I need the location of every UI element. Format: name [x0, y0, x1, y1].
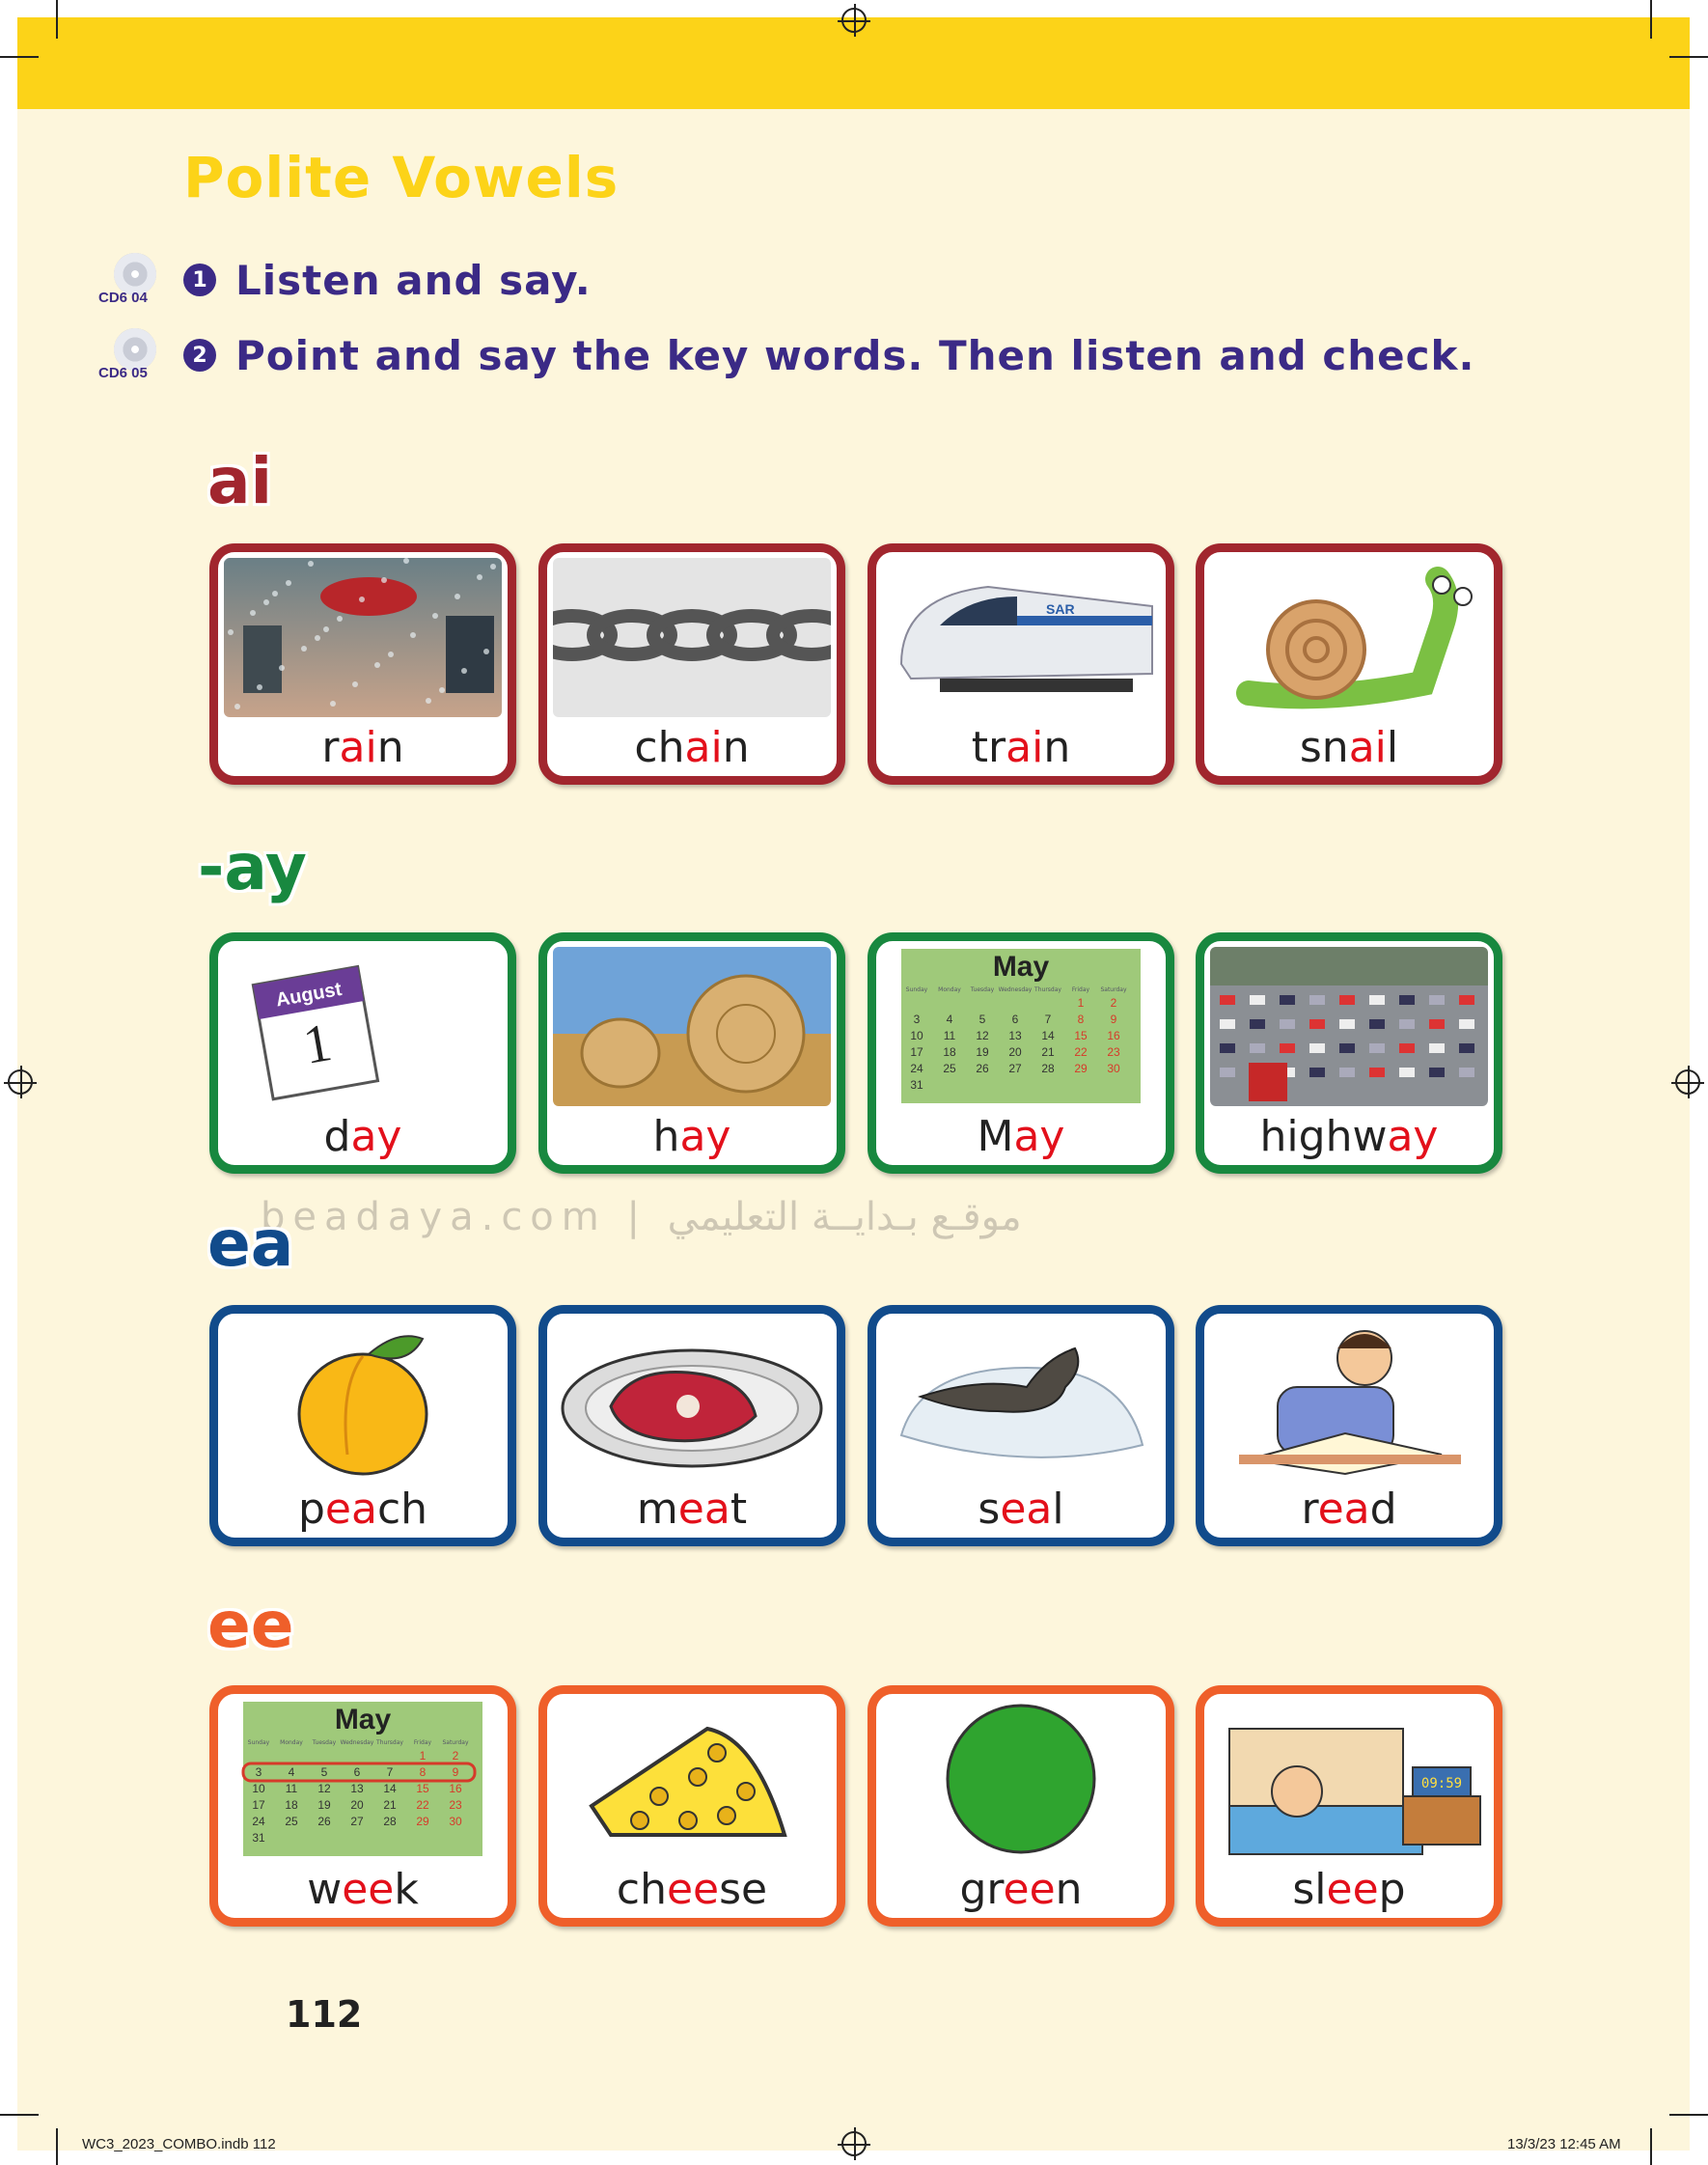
word-picture	[224, 558, 502, 717]
key-word-end: ch	[376, 1485, 428, 1534]
key-word-vowel-pair: ai	[339, 723, 377, 772]
key-word-end: d	[1369, 1485, 1397, 1534]
svg-text:Tuesday: Tuesday	[312, 1739, 337, 1746]
svg-text:Wednesday: Wednesday	[998, 986, 1033, 993]
train-icon	[882, 558, 1160, 717]
svg-text:11: 11	[943, 1029, 956, 1042]
svg-text:18: 18	[285, 1798, 298, 1812]
svg-text:27: 27	[350, 1815, 364, 1828]
svg-text:SAR: SAR	[1046, 601, 1075, 617]
svg-text:24: 24	[252, 1815, 265, 1828]
svg-text:31: 31	[252, 1831, 265, 1845]
svg-text:13: 13	[1008, 1029, 1022, 1042]
crop-mark	[0, 2114, 39, 2116]
svg-text:28: 28	[1041, 1062, 1055, 1075]
key-word-start: M	[977, 1112, 1014, 1161]
svg-text:15: 15	[1074, 1029, 1088, 1042]
key-word-end: k	[394, 1865, 419, 1914]
svg-text:19: 19	[317, 1798, 331, 1812]
key-word	[876, 1485, 1166, 1534]
svg-text:Sunday: Sunday	[905, 986, 928, 993]
instruction-text: Point and say the key words. Then listen and check.	[235, 331, 1475, 379]
svg-text:9: 9	[452, 1765, 459, 1779]
svg-text:1: 1	[419, 1749, 427, 1763]
key-word-end: t	[730, 1485, 748, 1534]
word-card[interactable]	[209, 1685, 516, 1927]
svg-text:15: 15	[416, 1782, 429, 1795]
cd-track[interactable]	[96, 326, 174, 384]
key-word-vowel-pair: ee	[1003, 1865, 1056, 1914]
key-word-end: l	[1052, 1485, 1064, 1534]
key-word-vowel-pair: ee	[1326, 1865, 1379, 1914]
crop-mark	[56, 0, 58, 39]
instruction-1	[96, 251, 592, 309]
svg-text:Saturday: Saturday	[1100, 986, 1127, 993]
key-word-vowel-pair: ay	[1013, 1112, 1065, 1161]
crop-mark	[1650, 0, 1652, 39]
word-picture	[224, 1700, 502, 1859]
svg-text:9: 9	[1110, 1013, 1117, 1026]
footer-timestamp: 13/3/23 12:45 AM	[1507, 2136, 1621, 2152]
highway-icon	[1210, 947, 1488, 1106]
svg-text:Thursday: Thursday	[376, 1739, 403, 1746]
word-card[interactable]	[538, 1685, 845, 1927]
key-word-start: w	[307, 1865, 343, 1914]
svg-text:7: 7	[386, 1765, 394, 1779]
svg-text:1: 1	[1077, 996, 1085, 1010]
crop-mark	[1650, 2128, 1652, 2165]
svg-text:5: 5	[320, 1765, 328, 1779]
word-card[interactable]	[1196, 543, 1502, 785]
svg-text:27: 27	[1008, 1062, 1022, 1075]
svg-text:Thursday: Thursday	[1034, 986, 1061, 993]
calendar-page-icon	[224, 947, 502, 1106]
word-picture	[882, 1319, 1160, 1479]
word-card[interactable]	[868, 543, 1174, 785]
key-word	[547, 1485, 837, 1534]
svg-text:Friday: Friday	[1071, 986, 1090, 993]
word-picture	[553, 1319, 831, 1479]
word-card[interactable]	[538, 1305, 845, 1546]
svg-text:14: 14	[383, 1782, 397, 1795]
key-word-start: r	[321, 723, 340, 772]
key-word-start: gr	[959, 1865, 1004, 1914]
svg-text:Monday: Monday	[280, 1739, 303, 1746]
svg-text:2: 2	[1110, 996, 1117, 1010]
word-picture	[224, 947, 502, 1106]
word-card[interactable]	[538, 932, 845, 1174]
svg-text:16: 16	[1107, 1029, 1120, 1042]
key-word	[218, 1112, 508, 1161]
svg-text:6: 6	[353, 1765, 361, 1779]
peach-icon	[224, 1319, 502, 1479]
registration-mark-icon	[8, 1069, 33, 1095]
svg-text:Tuesday: Tuesday	[970, 986, 995, 993]
svg-text:25: 25	[943, 1062, 956, 1075]
key-word-start: h	[652, 1112, 680, 1161]
key-word-vowel-pair: ai	[684, 723, 723, 772]
cheese-icon	[553, 1700, 831, 1859]
svg-text:20: 20	[350, 1798, 364, 1812]
svg-text:6: 6	[1011, 1013, 1019, 1026]
instruction-number: 1	[183, 264, 216, 296]
svg-text:28: 28	[383, 1815, 397, 1828]
svg-text:29: 29	[1074, 1062, 1088, 1075]
green-circle-icon	[882, 1700, 1160, 1859]
key-word-vowel-pair: ea	[324, 1485, 377, 1534]
svg-text:31: 31	[910, 1078, 923, 1092]
word-card[interactable]	[1196, 1685, 1502, 1927]
word-picture	[882, 947, 1160, 1106]
instruction-number: 2	[183, 339, 216, 372]
word-picture	[1210, 1700, 1488, 1859]
svg-text:8: 8	[1077, 1013, 1085, 1026]
key-word	[547, 1865, 837, 1914]
svg-text:Friday: Friday	[413, 1739, 432, 1746]
svg-text:30: 30	[449, 1815, 462, 1828]
registration-mark-icon	[841, 2131, 867, 2156]
svg-text:4: 4	[946, 1013, 953, 1026]
word-picture	[882, 558, 1160, 717]
cd-track[interactable]	[96, 251, 174, 309]
svg-text:5: 5	[978, 1013, 986, 1026]
key-word-start: s	[978, 1485, 1001, 1534]
key-word-vowel-pair: ee	[666, 1865, 720, 1914]
svg-text:21: 21	[1041, 1045, 1055, 1059]
registration-mark-icon	[1675, 1069, 1700, 1095]
key-word-vowel-pair: ay	[679, 1112, 731, 1161]
svg-text:16: 16	[449, 1782, 462, 1795]
hay-bale-icon	[553, 947, 831, 1106]
word-card[interactable]	[209, 1305, 516, 1546]
svg-text:09:59: 09:59	[1420, 1776, 1463, 1791]
svg-text:23: 23	[449, 1798, 462, 1812]
calendar-icon	[224, 1700, 502, 1859]
svg-text:1: 1	[298, 1012, 337, 1076]
svg-text:2: 2	[452, 1749, 459, 1763]
svg-text:14: 14	[1041, 1029, 1055, 1042]
svg-text:10: 10	[252, 1782, 265, 1795]
key-word-end: n	[376, 723, 404, 772]
key-word-vowel-pair: ay	[350, 1112, 402, 1161]
svg-text:20: 20	[1008, 1045, 1022, 1059]
svg-text:17: 17	[252, 1798, 265, 1812]
chain-icon	[553, 558, 831, 717]
svg-text:8: 8	[419, 1765, 427, 1779]
key-word-end: p	[1378, 1865, 1406, 1914]
svg-text:12: 12	[976, 1029, 989, 1042]
svg-text:18: 18	[943, 1045, 956, 1059]
page-number: 112	[286, 1993, 363, 2036]
boy-sleeping-icon	[1210, 1700, 1488, 1859]
svg-text:12: 12	[317, 1782, 331, 1795]
key-word-start: sl	[1292, 1865, 1327, 1914]
svg-text:19: 19	[976, 1045, 989, 1059]
rain-icon	[224, 558, 502, 717]
svg-text:11: 11	[285, 1782, 298, 1795]
word-card[interactable]	[209, 932, 516, 1174]
svg-text:3: 3	[913, 1013, 921, 1026]
key-word-vowel-pair: ai	[1006, 723, 1044, 772]
meat-icon	[553, 1319, 831, 1479]
svg-text:August: August	[274, 978, 344, 1012]
key-word-start: r	[1301, 1485, 1318, 1534]
word-picture	[553, 947, 831, 1106]
cd-track-code: CD6 05	[98, 365, 148, 381]
svg-text:26: 26	[317, 1815, 331, 1828]
key-word	[876, 1112, 1166, 1161]
key-word	[1204, 1485, 1494, 1534]
svg-text:22: 22	[1074, 1045, 1088, 1059]
svg-text:17: 17	[910, 1045, 923, 1059]
svg-text:26: 26	[976, 1062, 989, 1075]
word-picture	[882, 1700, 1160, 1859]
key-word-start: d	[323, 1112, 351, 1161]
word-card[interactable]	[209, 543, 516, 785]
key-word-start: tr	[971, 723, 1006, 772]
word-picture	[1210, 1319, 1488, 1479]
key-word-vowel-pair: ee	[342, 1865, 395, 1914]
key-word-end: l	[1386, 723, 1399, 772]
boy-reading-icon	[1210, 1319, 1488, 1479]
crop-mark	[1669, 56, 1708, 58]
svg-text:10: 10	[910, 1029, 923, 1042]
word-picture	[224, 1319, 502, 1479]
key-word-start: highw	[1259, 1112, 1388, 1161]
word-picture	[1210, 947, 1488, 1106]
svg-text:May: May	[992, 951, 1050, 983]
instruction-text: Listen and say.	[235, 256, 592, 304]
section-label-ai: ai	[207, 444, 273, 518]
key-word-start: ch	[634, 723, 685, 772]
svg-text:24: 24	[910, 1062, 923, 1075]
svg-text:Saturday: Saturday	[442, 1739, 469, 1746]
key-word	[218, 1865, 508, 1914]
key-word-end: n	[722, 723, 750, 772]
key-word-vowel-pair: ay	[1387, 1112, 1439, 1161]
word-picture	[553, 558, 831, 717]
key-word	[218, 1485, 508, 1534]
word-picture	[553, 1700, 831, 1859]
key-word	[1204, 723, 1494, 772]
word-card[interactable]	[1196, 932, 1502, 1174]
word-card[interactable]	[1196, 1305, 1502, 1546]
key-word-start: m	[636, 1485, 678, 1534]
word-picture	[1210, 558, 1488, 717]
key-word	[1204, 1112, 1494, 1161]
key-word	[876, 723, 1166, 772]
word-card[interactable]	[868, 1305, 1174, 1546]
key-word-end: n	[1043, 723, 1071, 772]
svg-text:Sunday: Sunday	[247, 1739, 270, 1746]
svg-text:3: 3	[255, 1765, 262, 1779]
svg-text:29: 29	[416, 1815, 429, 1828]
key-word-vowel-pair: ea	[1317, 1485, 1370, 1534]
svg-text:21: 21	[383, 1798, 397, 1812]
svg-text:22: 22	[416, 1798, 429, 1812]
key-word-vowel-pair: ea	[1000, 1485, 1053, 1534]
section-label-ay: -ay	[198, 830, 307, 904]
key-word	[876, 1865, 1166, 1914]
watermark: beadaya.com | موقـع بـدايــة التعليمي	[261, 1195, 1022, 1239]
svg-text:23: 23	[1107, 1045, 1120, 1059]
snail-icon	[1210, 558, 1488, 717]
instruction-2	[96, 326, 1474, 384]
svg-text:25: 25	[285, 1815, 298, 1828]
svg-text:4: 4	[288, 1765, 295, 1779]
svg-text:Wednesday: Wednesday	[340, 1739, 374, 1746]
key-word-start: sn	[1299, 723, 1349, 772]
word-card[interactable]	[538, 543, 845, 785]
key-word-start: ch	[616, 1865, 667, 1914]
key-word-vowel-pair: ea	[677, 1485, 730, 1534]
crop-mark	[1669, 2114, 1708, 2116]
key-word	[547, 723, 837, 772]
crop-mark	[56, 2128, 58, 2165]
svg-text:13: 13	[350, 1782, 364, 1795]
svg-text:30: 30	[1107, 1062, 1120, 1075]
section-label-ea: ea	[207, 1207, 294, 1281]
seal-icon	[882, 1319, 1160, 1479]
section-label-ee: ee	[207, 1588, 294, 1662]
crop-mark	[0, 56, 39, 58]
key-word-end: se	[719, 1865, 768, 1914]
key-word	[547, 1112, 837, 1161]
registration-mark-icon	[841, 8, 867, 33]
svg-text:May: May	[334, 1704, 392, 1735]
page-title: Polite Vowels	[183, 145, 620, 210]
word-card[interactable]	[868, 932, 1174, 1174]
cd-track-code: CD6 04	[98, 290, 148, 306]
key-word	[1204, 1865, 1494, 1914]
key-word-vowel-pair: ai	[1348, 723, 1387, 772]
calendar-icon	[882, 947, 1160, 1106]
svg-text:Monday: Monday	[938, 986, 961, 993]
key-word	[218, 723, 508, 772]
svg-text:7: 7	[1044, 1013, 1052, 1026]
key-word-start: p	[297, 1485, 325, 1534]
word-card[interactable]	[868, 1685, 1174, 1927]
footer-file-info: WC3_2023_COMBO.indb 112	[82, 2136, 276, 2152]
key-word-end: n	[1055, 1865, 1083, 1914]
